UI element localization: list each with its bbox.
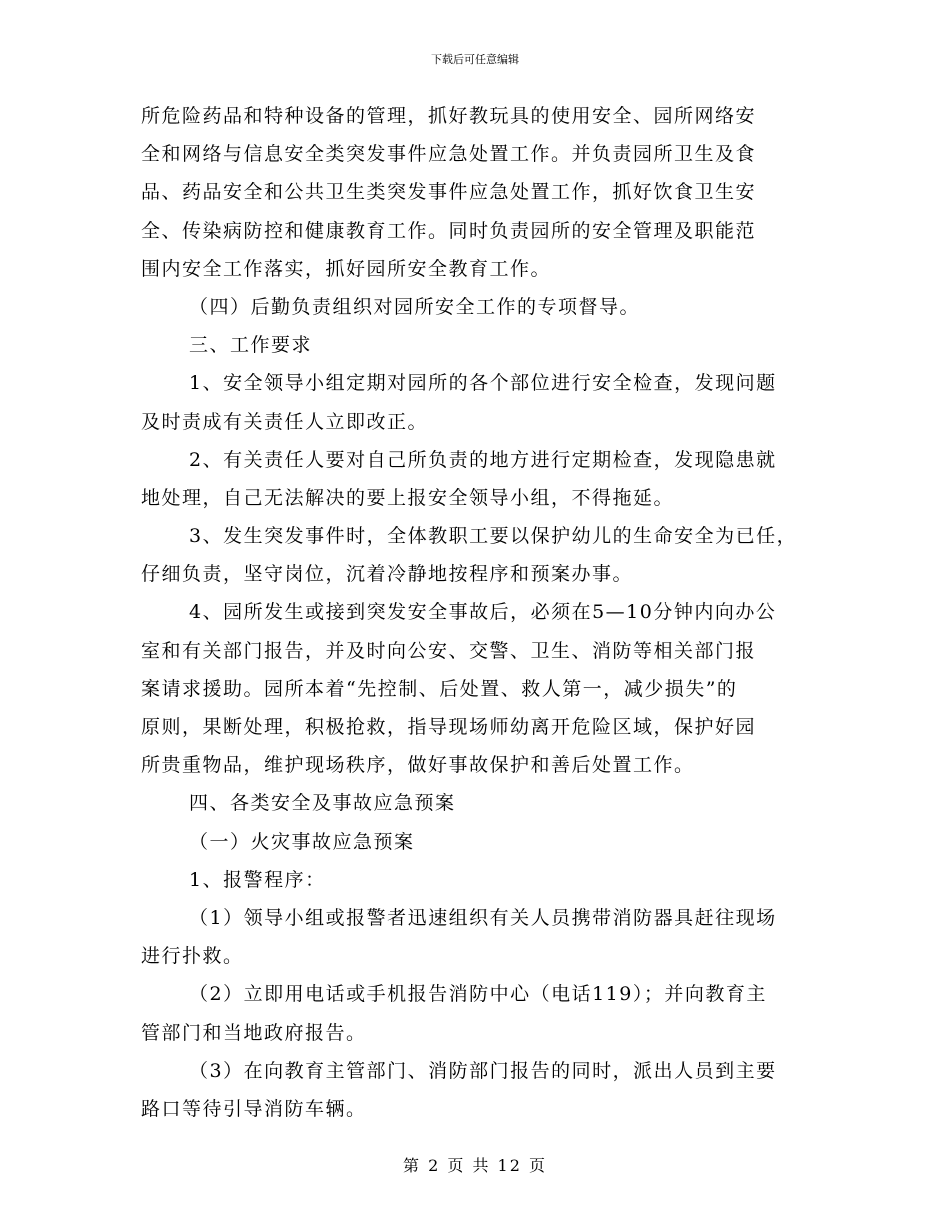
text-line: （3）在向教育主管部门、消防部门报告的同时，派出人员到主要 [189,1059,777,1082]
text-line: 1、报警程序： [189,868,326,891]
text-line: 管部门和当地政府报告。 [141,1021,367,1044]
section-heading: 三、工作要求 [189,334,313,357]
text-line: 室和有关部门报告，并及时向公安、交警、卫生、消防等相关部门报 [141,639,757,662]
page-header: 下载后可任意编辑 [431,53,519,66]
section-heading: 四、各类安全及事故应急预案 [189,792,456,815]
text-line: 路口等待引导消防车辆。 [141,1097,367,1120]
text-line: 所贵重物品，维护现场秩序，做好事故保护和善后处置工作。 [141,754,695,777]
text-line: 案请求援助。园所本着“先控制、后处置、救人第一，减少损失”的 [141,677,738,700]
section-heading: （一）火灾事故应急预案 [189,830,415,853]
text-line: 所危险药品和特种设备的管理，抓好教玩具的使用安全、园所网络安 [141,105,757,127]
text-line: （1）领导小组或报警者迅速组织有关人员携带消防器具赶往现场 [189,906,777,929]
text-line: 3、发生突发事件时，全体教职工要以保护幼儿的生命安全为已任， [189,525,798,548]
page-footer: 第 2 页 共 12 页 [403,1156,547,1175]
text-line: 2、有关责任人要对自己所负责的地方进行定期检查，发现隐患就 [189,448,777,471]
text-line: 1、安全领导小组定期对园所的各个部位进行安全检查，发现问题 [189,372,777,395]
section-heading: （四）后勤负责组织对园所安全工作的专项督导。 [189,295,641,318]
text-line: 及时责成有关责任人立即改正。 [141,410,429,433]
text-line: 品、药品安全和公共卫生类突发事件应急处置工作，抓好饮食卫生安 [141,181,757,204]
text-line: 4、园所发生或接到突发安全事故后，必须在5—10分钟内向办公 [189,601,777,624]
text-line: 原则，果断处理，积极抢救，指导现场师幼离开危险区域，保护好园 [141,716,757,738]
text-line: 仔细负责，坚守岗位，沉着冷静地按程序和预案办事。 [141,563,634,586]
text-line: 全、传染病防控和健康教育工作。同时负责园所的安全管理及职能范 [141,219,757,242]
text-line: 进行扑救。 [141,945,244,968]
text-line: 全和网络与信息安全类突发事件应急处置工作。并负责园所卫生及食 [141,143,757,166]
text-line: （2）立即用电话或手机报告消防中心（电话119）；并向教育主 [189,983,767,1006]
text-line: 围内安全工作落实，抓好园所安全教育工作。 [141,257,552,280]
text-line: 地处理，自己无法解决的要上报安全领导小组，不得拖延。 [141,486,675,509]
document-body [141,104,821,1135]
